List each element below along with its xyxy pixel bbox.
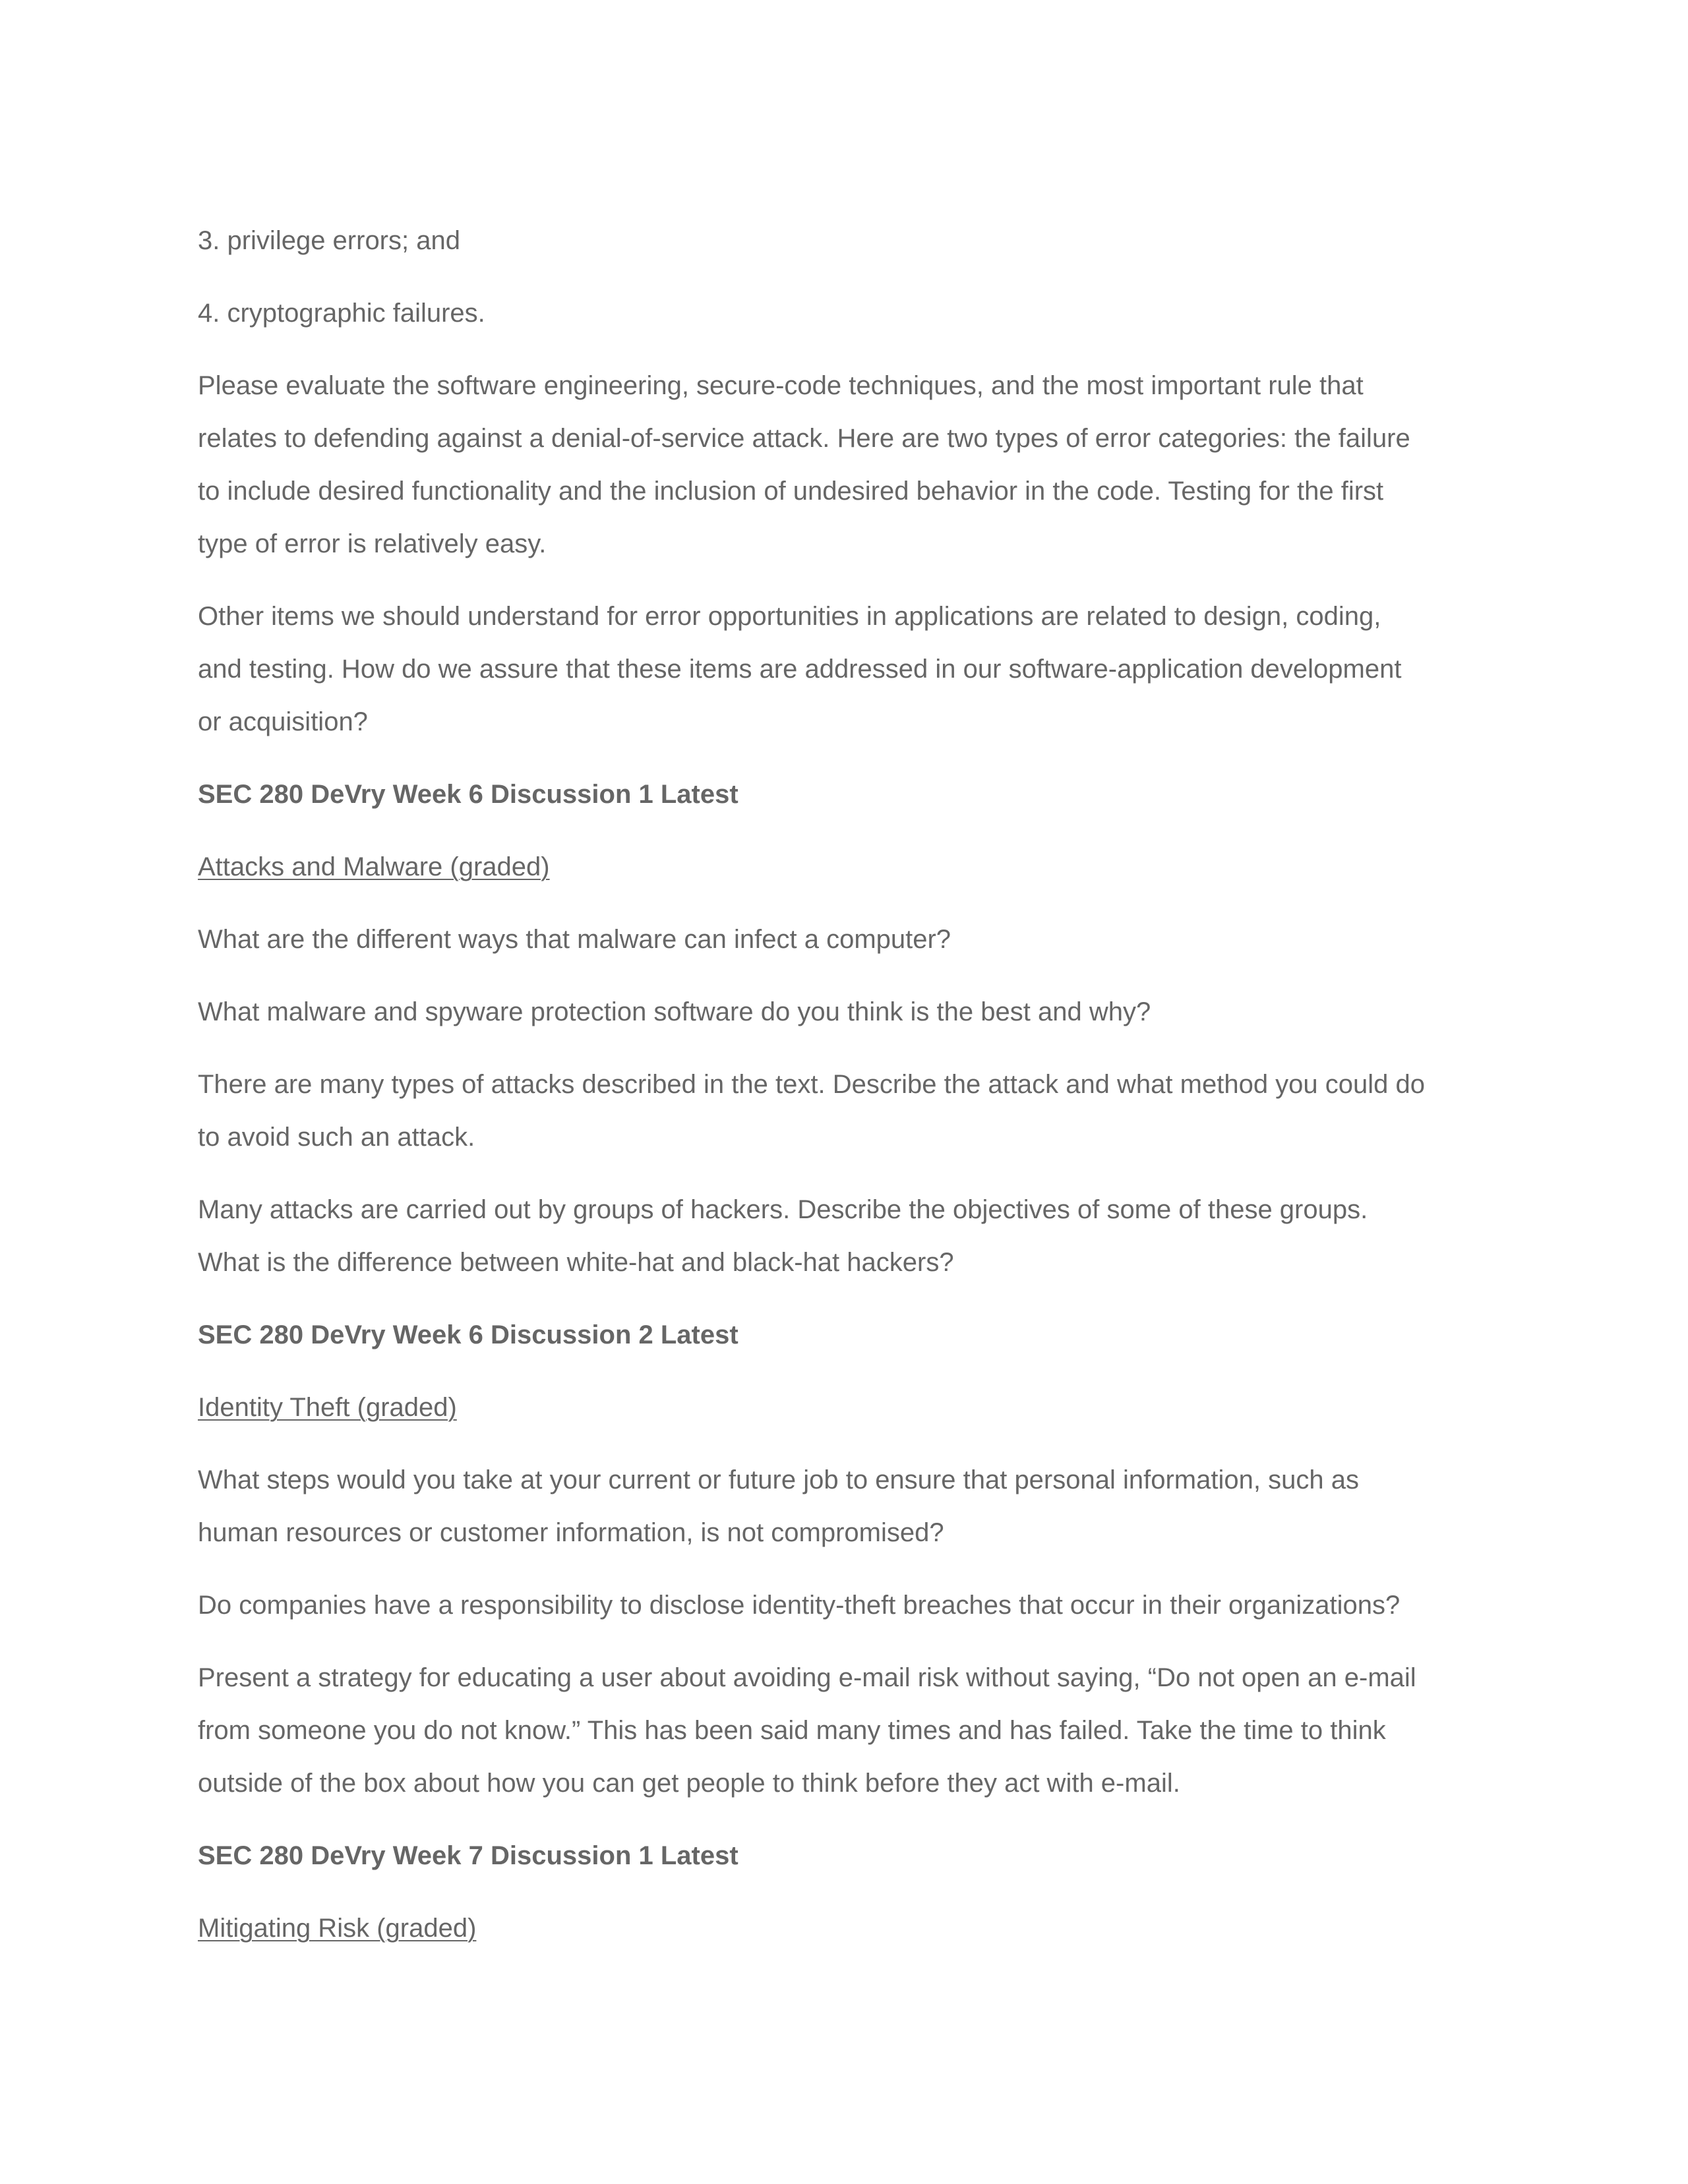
- discussion-link-wrapper: [198, 1902, 1490, 1955]
- text-line: What malware and spyware protection software do you think is the best and why?: [198, 997, 1151, 1026]
- text-line: What steps would you take at your current or future job to ensure that personal information, such as: [198, 1465, 1359, 1494]
- paragraph: [198, 1454, 1490, 1559]
- text-line: Present a strategy for educating a user about avoiding e-mail risk without saying, “Do not open an e-mail: [198, 1663, 1416, 1692]
- heading-text: SEC 280 DeVry Week 6 Discussion 1 Latest: [198, 780, 738, 809]
- paragraph: [198, 913, 1490, 966]
- section-heading: [198, 1829, 1490, 1882]
- discussion-link-wrapper: [198, 1381, 1490, 1434]
- list-item: [198, 214, 1490, 267]
- text-line: Many attacks are carried out by groups of hackers. Describe the objectives of some of these groups.: [198, 1195, 1368, 1224]
- text-line: relates to defending against a denial-of-service attack. Here are two types of error categories: the failure: [198, 424, 1410, 453]
- text-line: Do companies have a responsibility to disclose identity-theft breaches that occur in their organizations?: [198, 1591, 1401, 1620]
- text-line: from someone you do not know.” This has been said many times and has failed. Take the time to think: [198, 1716, 1386, 1745]
- paragraph: [198, 1058, 1490, 1164]
- heading-text: SEC 280 DeVry Week 6 Discussion 2 Latest: [198, 1320, 738, 1349]
- discussion-link[interactable]: Mitigating Risk (graded): [198, 1914, 477, 1943]
- text-line: Please evaluate the software engineering, secure-code techniques, and the most important rule that: [198, 371, 1364, 400]
- text-line: or acquisition?: [198, 707, 368, 736]
- list-item: [198, 287, 1490, 339]
- paragraph: [198, 1579, 1490, 1632]
- text-line: What is the difference between white-hat and black-hat hackers?: [198, 1248, 954, 1277]
- document-page: [198, 214, 1490, 1974]
- discussion-link[interactable]: Attacks and Malware (graded): [198, 852, 550, 881]
- text-line: 4. cryptographic failures.: [198, 299, 485, 328]
- section-heading: [198, 768, 1490, 821]
- text-line: to include desired functionality and the inclusion of undesired behavior in the code. Testing for the first: [198, 477, 1384, 506]
- text-line: to avoid such an attack.: [198, 1123, 475, 1152]
- paragraph: [198, 590, 1490, 748]
- text-line: Other items we should understand for error opportunities in applications are related to design, coding,: [198, 602, 1381, 631]
- heading-text: SEC 280 DeVry Week 7 Discussion 1 Latest: [198, 1841, 738, 1870]
- paragraph: [198, 359, 1490, 570]
- text-line: and testing. How do we assure that these items are addressed in our software-application development: [198, 655, 1402, 684]
- discussion-link[interactable]: Identity Theft (graded): [198, 1393, 457, 1422]
- text-line: What are the different ways that malware can infect a computer?: [198, 925, 951, 954]
- text-line: 3. privilege errors; and: [198, 226, 460, 255]
- section-heading: [198, 1309, 1490, 1361]
- text-line: outside of the box about how you can get people to think before they act with e-mail.: [198, 1769, 1180, 1798]
- paragraph: [198, 986, 1490, 1038]
- text-line: type of error is relatively easy.: [198, 529, 547, 558]
- text-line: human resources or customer information, is not compromised?: [198, 1518, 944, 1547]
- discussion-link-wrapper: [198, 841, 1490, 893]
- text-line: There are many types of attacks described in the text. Describe the attack and what method you could do: [198, 1070, 1426, 1099]
- paragraph: [198, 1651, 1490, 1810]
- paragraph: [198, 1183, 1490, 1289]
